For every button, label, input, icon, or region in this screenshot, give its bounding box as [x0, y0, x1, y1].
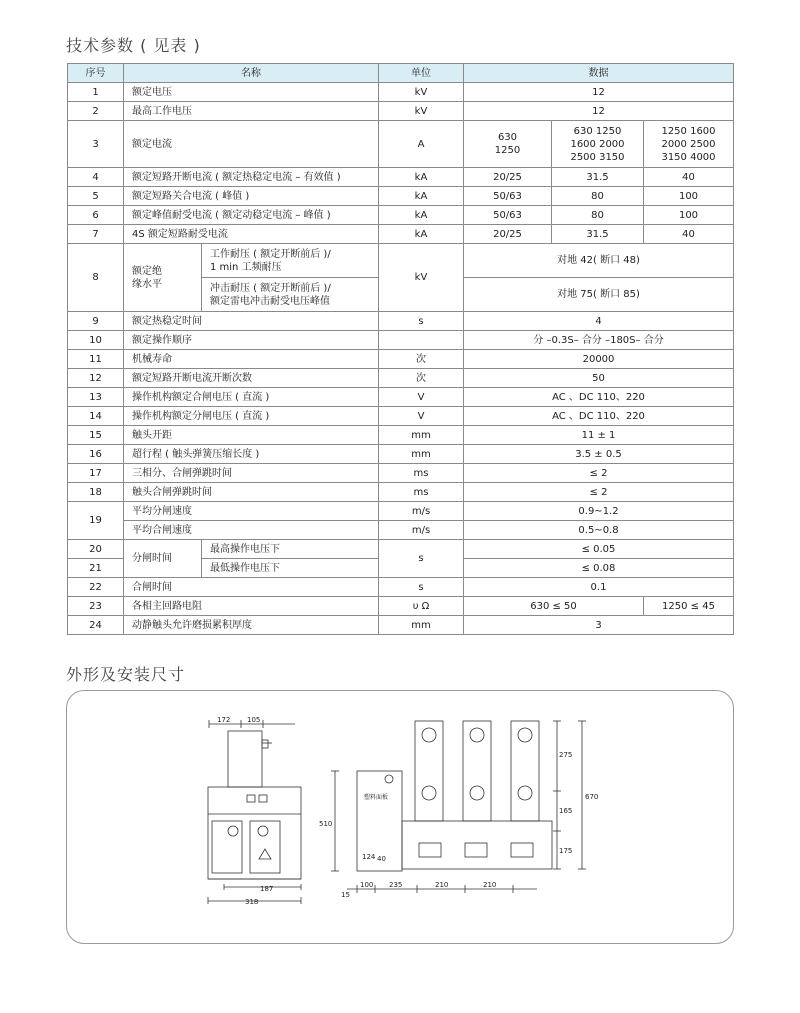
dim-175: 175: [559, 847, 573, 855]
value-line: 630: [497, 132, 518, 143]
value-line: 2000 2500: [661, 138, 716, 150]
row-name: 额定操作顺序: [124, 331, 379, 350]
dimensions-heading: 外形及安装尺寸: [66, 665, 186, 684]
table-row: [68, 225, 734, 244]
row-unit: [379, 331, 464, 350]
table-row: [68, 206, 734, 225]
front-view: [208, 716, 301, 906]
row-value: [644, 121, 734, 168]
row-unit: kA: [379, 168, 464, 187]
row-no: 23: [68, 597, 124, 616]
row-no: 17: [68, 464, 124, 483]
row-name: 最高工作电压: [124, 102, 379, 121]
dim-40: 40: [377, 855, 386, 863]
header-data: 数据: [464, 64, 734, 83]
row-value: 100: [644, 187, 734, 206]
tech-params-table: [67, 63, 734, 635]
table-row: [68, 388, 734, 407]
row-name: 操作机构额定合闸电压 ( 直流 ): [124, 388, 379, 407]
row-name: 平均合闸速度: [124, 521, 379, 540]
dim-15: 15: [341, 891, 350, 899]
row-value: 对地 42( 断口 48): [464, 244, 734, 278]
table-row: [68, 597, 734, 616]
row-no: 16: [68, 445, 124, 464]
row-value: 100: [644, 206, 734, 225]
row-name: 额定短路开断电流 ( 额定热稳定电流 – 有效值 ): [124, 168, 379, 187]
row-value: ≤ 2: [464, 483, 734, 502]
row-value: AC 、DC 110、220: [464, 407, 734, 426]
row-value: 0.5~0.8: [464, 521, 734, 540]
dim-510: 510: [319, 820, 333, 828]
row-no: 15: [68, 426, 124, 445]
row-unit: ms: [379, 483, 464, 502]
table-row: [68, 578, 734, 597]
row-no: 12: [68, 369, 124, 388]
row-no: 4: [68, 168, 124, 187]
name-line: 工作耐压 ( 额定开断前后 )/: [210, 248, 331, 260]
row-value: 40: [644, 225, 734, 244]
row-unit: V: [379, 407, 464, 426]
dim-210-b: 210: [483, 881, 497, 889]
row-name: 额定热稳定时间: [124, 312, 379, 331]
dim-100: 100: [360, 881, 374, 889]
row-name: 额定短路关合电流 ( 峰值 ): [124, 187, 379, 206]
row-unit: 次: [379, 350, 464, 369]
row-subname: [202, 244, 379, 278]
row-no: 13: [68, 388, 124, 407]
row-unit: 次: [379, 369, 464, 388]
row-name: 额定电流: [124, 121, 379, 168]
row-value: 4: [464, 312, 734, 331]
row-value: 40: [644, 168, 734, 187]
dim-187: 187: [260, 885, 274, 893]
row-value: 31.5: [552, 225, 644, 244]
row-unit: kV: [379, 83, 464, 102]
row-unit: m/s: [379, 502, 464, 521]
row-name: 分闸时间: [124, 540, 202, 578]
side-view: [319, 721, 598, 899]
row-value: 80: [552, 206, 644, 225]
row-unit: V: [379, 388, 464, 407]
row-name: 触头开距: [124, 426, 379, 445]
table-row: [68, 483, 734, 502]
table-row: [68, 244, 734, 278]
table-row: [68, 521, 734, 540]
row-unit: υ Ω: [379, 597, 464, 616]
table-row: [68, 102, 734, 121]
dim-124: 124: [362, 853, 376, 861]
row-unit: kV: [379, 102, 464, 121]
row-unit: kV: [379, 244, 464, 312]
value-line: 1250: [494, 145, 521, 156]
row-no: 20: [68, 540, 124, 559]
row-no: 10: [68, 331, 124, 350]
row-name: 各相主回路电阻: [124, 597, 379, 616]
value-line: 1250 1600: [661, 125, 716, 137]
row-subname: 最高操作电压下: [202, 540, 379, 559]
row-value: ≤ 2: [464, 464, 734, 483]
dim-318: 318: [245, 898, 259, 906]
name-line: 缘水平: [132, 278, 162, 290]
row-value: 50/63: [464, 187, 552, 206]
row-value: 630 ≤ 50: [464, 597, 644, 616]
row-name: 额定短路开断电流开断次数: [124, 369, 379, 388]
row-value: ≤ 0.08: [464, 559, 734, 578]
dim-275: 275: [559, 751, 573, 759]
row-unit: s: [379, 578, 464, 597]
row-no: 19: [68, 502, 124, 540]
row-unit: kA: [379, 206, 464, 225]
table-row: [68, 312, 734, 331]
dim-670: 670: [585, 793, 599, 801]
row-name: 额定电压: [124, 83, 379, 102]
table-row: [68, 426, 734, 445]
row-value: 80: [552, 187, 644, 206]
table-row: [68, 445, 734, 464]
value-line: 1600 2000: [570, 138, 625, 150]
header-name: 名称: [124, 64, 379, 83]
name-line: 冲击耐压 ( 额定开断前后 )/: [210, 282, 331, 294]
row-value: 50/63: [464, 206, 552, 225]
row-name: 4S 额定短路耐受电流: [124, 225, 379, 244]
row-value: 0.9~1.2: [464, 502, 734, 521]
row-value: 20/25: [464, 168, 552, 187]
row-value: [552, 121, 644, 168]
value-line: 630 1250: [573, 125, 622, 137]
row-value: 12: [464, 102, 734, 121]
tech-params-heading: 技术参数 ( 见表 ): [66, 36, 201, 55]
row-value: 3.5 ± 0.5: [464, 445, 734, 464]
dim-105: 105: [247, 716, 261, 724]
table-row: [68, 168, 734, 187]
dimension-drawing-frame: [66, 690, 734, 944]
table-row: [68, 616, 734, 635]
row-no: 18: [68, 483, 124, 502]
row-no: 8: [68, 244, 124, 312]
row-value: ≤ 0.05: [464, 540, 734, 559]
row-unit: s: [379, 540, 464, 578]
row-name: 操作机构额定分闸电压 ( 直流 ): [124, 407, 379, 426]
table-header-row: [68, 64, 734, 83]
row-name: 超行程 ( 触头弹簧压缩长度 ): [124, 445, 379, 464]
row-name: 平均分闸速度: [124, 502, 379, 521]
row-value: 对地 75( 断口 85): [464, 278, 734, 312]
row-value: 31.5: [552, 168, 644, 187]
dim-165: 165: [559, 807, 573, 815]
row-value: [464, 121, 552, 168]
table-row: [68, 350, 734, 369]
value-line: 2500 3150: [570, 151, 625, 163]
row-value: 12: [464, 83, 734, 102]
table-row: [68, 187, 734, 206]
row-value: 50: [464, 369, 734, 388]
row-name: 额定峰值耐受电流 ( 额定动稳定电流 – 峰值 ): [124, 206, 379, 225]
row-value: 1250 ≤ 45: [644, 597, 734, 616]
row-value: 0.1: [464, 578, 734, 597]
row-no: 5: [68, 187, 124, 206]
row-name: 机械寿命: [124, 350, 379, 369]
row-name: 触头合闸弹跳时间: [124, 483, 379, 502]
row-subname: [202, 278, 379, 312]
row-unit: m/s: [379, 521, 464, 540]
value-line: 3150 4000: [661, 151, 716, 163]
row-no: 7: [68, 225, 124, 244]
row-unit: kA: [379, 187, 464, 206]
row-no: 11: [68, 350, 124, 369]
row-value: 3: [464, 616, 734, 635]
table-row: [68, 464, 734, 483]
table-row: [68, 369, 734, 388]
row-unit: mm: [379, 616, 464, 635]
row-unit: ms: [379, 464, 464, 483]
row-unit: A: [379, 121, 464, 168]
panel-label: 塑料面板: [364, 794, 389, 801]
header-no: 序号: [68, 64, 124, 83]
row-unit: kA: [379, 225, 464, 244]
row-value: 20/25: [464, 225, 552, 244]
table-row: [68, 331, 734, 350]
row-no: 14: [68, 407, 124, 426]
row-no: 2: [68, 102, 124, 121]
row-no: 24: [68, 616, 124, 635]
row-unit: mm: [379, 445, 464, 464]
name-line: 1 min 工频耐压: [210, 261, 282, 273]
dim-210-a: 210: [435, 881, 449, 889]
row-value: 11 ± 1: [464, 426, 734, 445]
row-no: 6: [68, 206, 124, 225]
row-name: 动静触头允许磨损累积厚度: [124, 616, 379, 635]
row-name: 合闸时间: [124, 578, 379, 597]
row-no: 9: [68, 312, 124, 331]
row-no: 1: [68, 83, 124, 102]
header-unit: 单位: [379, 64, 464, 83]
row-unit: mm: [379, 426, 464, 445]
row-no: 22: [68, 578, 124, 597]
name-line: 额定雷电冲击耐受电压峰值: [210, 295, 330, 307]
row-value: AC 、DC 110、220: [464, 388, 734, 407]
dimension-drawing: [67, 691, 733, 943]
row-no: 3: [68, 121, 124, 168]
row-value: 20000: [464, 350, 734, 369]
table-row: [68, 502, 734, 521]
row-subname: 最低操作电压下: [202, 559, 379, 578]
table-row: [68, 407, 734, 426]
table-row: [68, 83, 734, 102]
table-row: [68, 540, 734, 559]
table-row: [68, 121, 734, 168]
dim-235: 235: [389, 881, 403, 889]
name-line: 额定绝: [132, 265, 162, 277]
row-no: 21: [68, 559, 124, 578]
row-unit: s: [379, 312, 464, 331]
row-name: 三相分、合闸弹跳时间: [124, 464, 379, 483]
row-name: [124, 244, 202, 312]
dim-172: 172: [217, 716, 231, 724]
row-value: 分 –0.3S– 合分 –180S– 合分: [464, 331, 734, 350]
